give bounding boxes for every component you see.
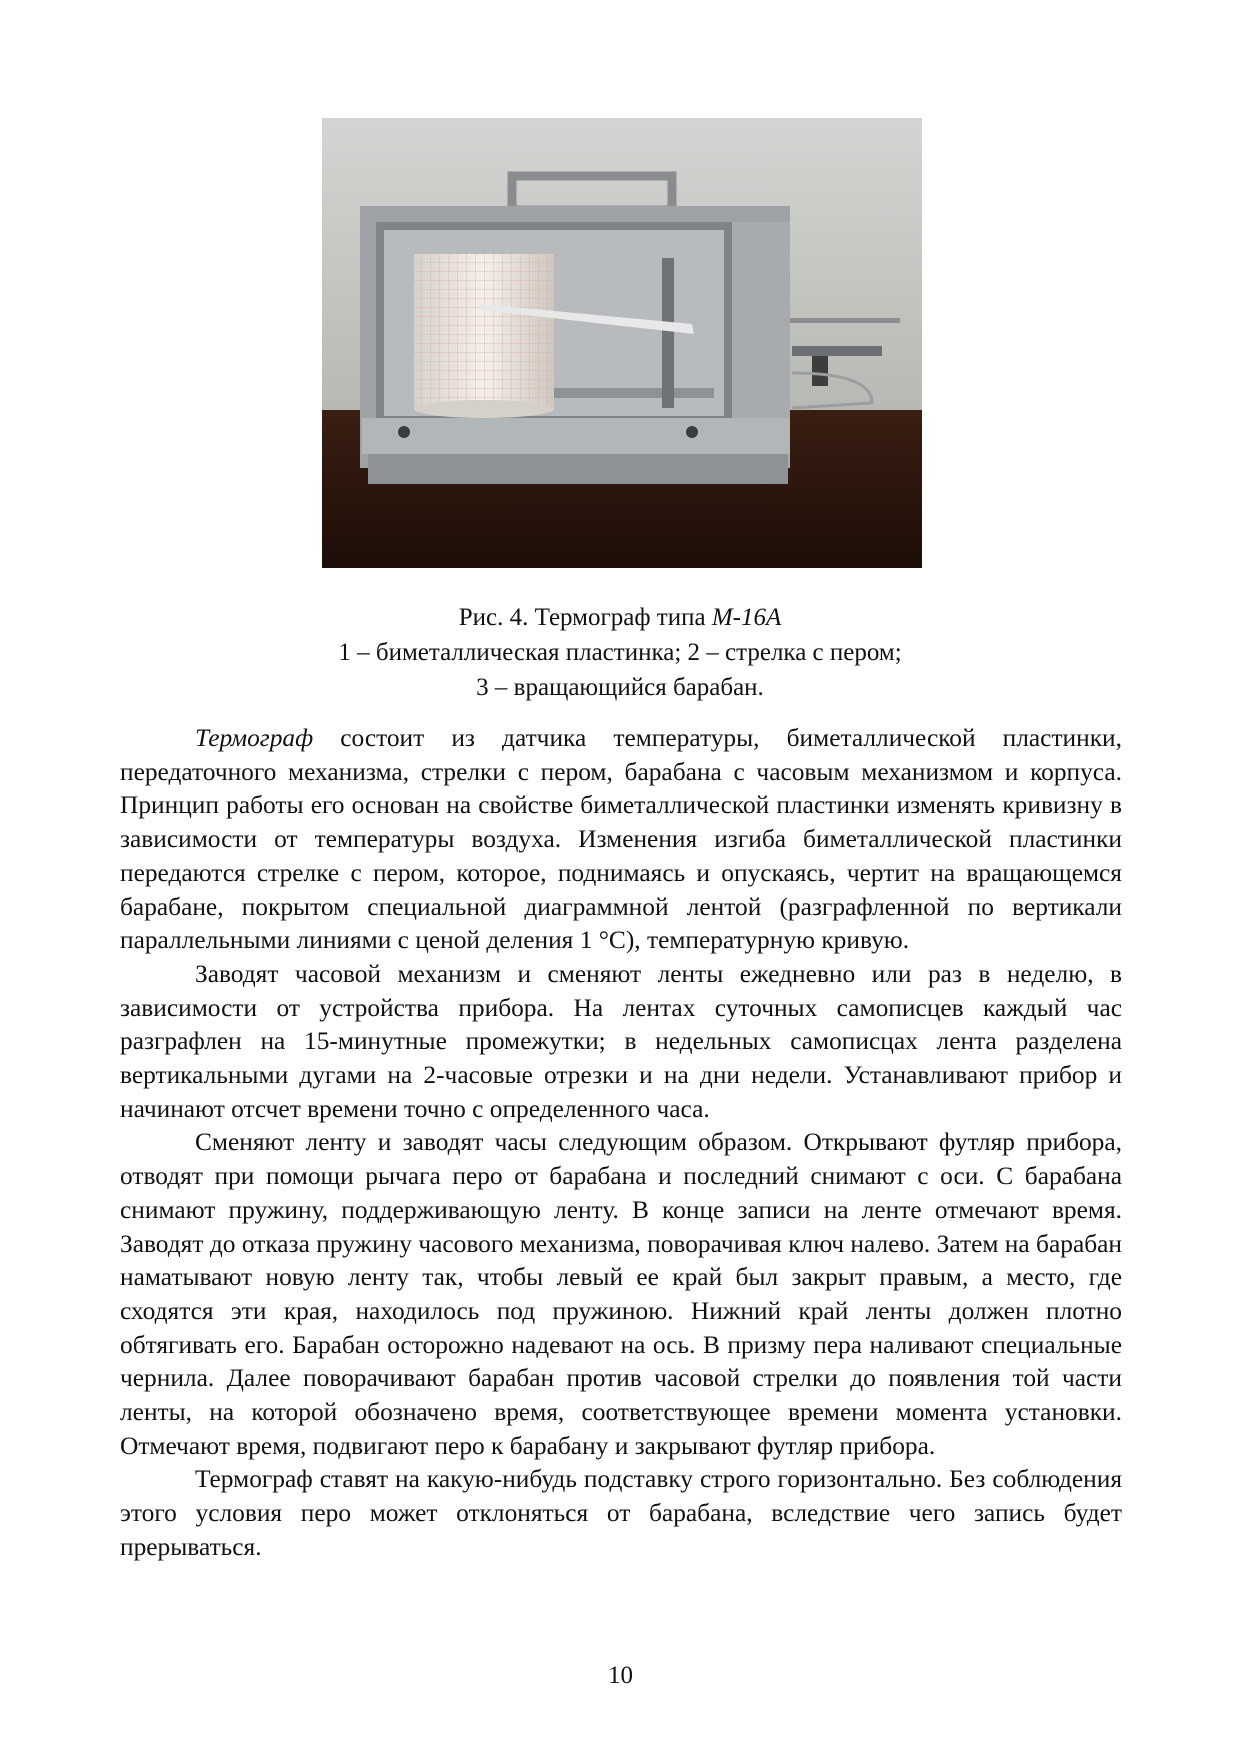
- term-thermograph: Термограф: [195, 724, 314, 752]
- paragraph-2: Заводят часовой механизм и сменяют ленты ежедневно или раз в неделю, в зависимости от устройства прибора. На лентах суточных самописцев каждый час разграфлен на 15-минутные промежутки; в недельных самописцах лента разделена вертикальными дугами на 2-часовые отрезки и на дни недели. Устанавливают прибор и начинают отсчет времени точно с определенного часа.: [120, 959, 1122, 1123]
- caption-model: М-16А: [711, 604, 782, 631]
- caption-title: [120, 600, 1120, 635]
- paragraph-1: [120, 722, 1122, 958]
- caption-legend-line-1: 1 – биметаллическая пластинка; 2 – стрелка с пером;: [338, 639, 902, 666]
- thermograph-photo: [322, 118, 922, 568]
- body-text: [120, 722, 1122, 1565]
- paragraph-4: Термограф ставят на какую-нибудь подставку строго горизонтально. Без соблюдения этого условия перо может отклоняться от барабана, вследствие чего запись будет прерываться.: [120, 1465, 1122, 1561]
- caption-legend-line-2: 3 – вращающийся барабан.: [476, 674, 764, 701]
- caption-prefix: Рис. 4. Термограф типа: [458, 604, 712, 631]
- thermograph-illustration: [322, 118, 922, 568]
- paragraph-1-text: состоит из датчика температуры, биметаллической пластинки, передаточного механизма, стрелки с пером, барабана с часовым механизмом и корпуса. Принцип работы его основан на свойстве биметаллической пластинки изменять кривизну в зависимости от температуры воздуха. Изменения изгиба биметаллической пластинки передаются стрелке с пером, которое, поднимаясь и опускаясь, чертит на вращающемся барабане, покрытом специальной диаграммной лентой (разграфленной по вертикали параллельными линиями с ценой деления 1 °С), температурную кривую.: [120, 724, 1122, 955]
- paragraph-3: Сменяют ленту и заводят часы следующим образом. Открывают футляр прибора, отводят при помощи рычага перо от барабана и последний снимают с оси. С барабана снимают пружину, поддерживающую ленту. В конце записи на ленте отмечают время. Заводят до отказа пружину часового механизма, поворачивая ключ налево. Затем на барабан наматывают новую ленту так, чтобы левый ее край был закрыт правым, а место, где сходятся эти края, находилось под пружиною. Нижний край ленты должен плотно обтягивать его. Барабан осторожно надевают на ось. В призму пера наливают специальные чернила. Далее поворачивают барабан против часовой стрелки до появления той части ленты, на которой обозначено время, соответствующее времени момента установки. Отмечают время, подвигают перо к барабану и закрывают футляр прибора.: [120, 1128, 1122, 1460]
- page-number: 10: [608, 1662, 633, 1689]
- figure-caption: [120, 600, 1120, 705]
